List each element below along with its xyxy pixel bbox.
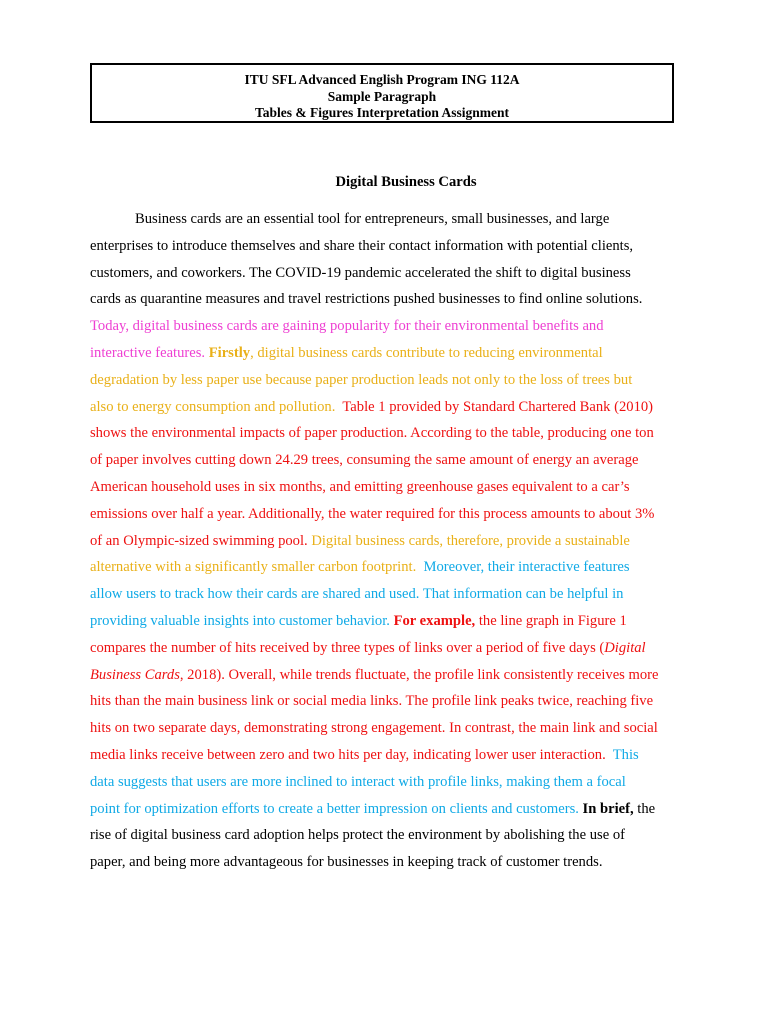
paragraph-line xyxy=(90,367,680,394)
paragraph-segment: cards as quarantine measures and travel restrictions pushed businesses to find online solutions. xyxy=(90,291,643,308)
paragraph-segment: Firstly xyxy=(208,344,251,361)
paragraph-segment: Moreover, their interactive features xyxy=(423,559,630,576)
document-title: Digital Business Cards xyxy=(335,174,477,190)
paragraph-segment: Table 1 provided by Standard Chartered Bank (2010) xyxy=(342,398,654,415)
paragraph-segment: media links receive between zero and two hits per day, indicating lower user interaction. xyxy=(90,746,613,763)
paragraph-line xyxy=(90,742,680,769)
paragraph-segment: degradation by less paper use because paper production leads not only to the loss of trees but xyxy=(90,371,633,388)
body-paragraph xyxy=(90,206,680,876)
paragraph-segment: For example, xyxy=(393,612,476,629)
paragraph-segment: of an Olympic-sized swimming pool. xyxy=(90,532,312,549)
paragraph-line xyxy=(90,796,680,823)
paragraph-line xyxy=(90,313,680,340)
paragraph-line xyxy=(90,528,680,555)
paragraph-segment: Digital xyxy=(604,639,646,656)
paragraph-segment: providing valuable insights into customer behavior. xyxy=(90,612,394,629)
header-sample-line: Sample Paragraph xyxy=(327,88,437,104)
paragraph-segment: shows the environmental impacts of paper production. According to the table, producing one ton xyxy=(90,425,654,442)
paragraph-segment: This xyxy=(612,746,639,763)
paragraph-segment: interactive features. xyxy=(90,344,209,361)
paragraph-line xyxy=(90,286,680,313)
paragraph-segment: the xyxy=(633,800,656,817)
paragraph-line xyxy=(90,688,680,715)
paragraph-segment: In brief, xyxy=(582,800,634,817)
paragraph-line xyxy=(90,233,680,260)
paragraph-segment: American household uses in six months, and emitting greenhouse gases equivalent to a car’s xyxy=(90,478,630,495)
paragraph-segment: of paper involves cutting down 24.29 trees, consuming the same amount of energy an average xyxy=(90,452,639,469)
paragraph-line xyxy=(90,769,680,796)
paragraph-segment: customers, and coworkers. The COVID-19 pandemic accelerated the shift to digital business xyxy=(90,264,631,281)
paragraph-segment: alternative with a significantly smaller carbon footprint. xyxy=(90,559,424,576)
paragraph-line xyxy=(90,340,680,367)
paragraph-line xyxy=(90,260,680,287)
paragraph-segment: enterprises to introduce themselves and share their contact information with potential clients, xyxy=(90,237,634,254)
paragraph-segment: also to energy consumption and pollution. xyxy=(90,398,343,415)
paragraph-segment: Today, digital business cards are gaining popularity for their environmental benefits and xyxy=(90,318,604,335)
paragraph-segment: the line graph in Figure 1 xyxy=(475,612,627,629)
paragraph-line xyxy=(90,501,680,528)
paragraph-line xyxy=(90,394,680,421)
paragraph-line xyxy=(90,474,680,501)
paragraph-segment: paper, and being more advantageous for businesses in keeping track of customer trends. xyxy=(90,854,603,871)
paragraph-segment: , 2018). Overall, while trends fluctuate, the profile link consistently receives more xyxy=(179,666,659,683)
paragraph-line xyxy=(90,447,680,474)
paragraph-segment: rise of digital business card adoption helps protect the environment by abolishing the use of xyxy=(90,827,625,844)
paragraph-segment: hits than the main business link or social media links. The profile link peaks twice, reaching five xyxy=(90,693,654,710)
paragraph-line xyxy=(90,849,680,876)
paragraph-segment: Business Cards xyxy=(90,666,180,683)
paragraph-line xyxy=(90,608,680,635)
paragraph-segment: emissions over half a year. Additionally, the water required for this process amounts to about 3% xyxy=(90,505,655,522)
paragraph-segment: data suggests that users are more inclined to interact with profile links, making them a focal xyxy=(90,773,626,790)
paragraph-segment: , digital business cards contribute to reducing environmental xyxy=(250,344,603,361)
paragraph-line xyxy=(90,662,680,689)
paragraph-line xyxy=(90,822,680,849)
paragraph-segment: allow users to track how their cards are shared and used. That information can be helpful in xyxy=(90,586,624,603)
paragraph-segment: hits on two separate days, demonstrating strong engagement. In contrast, the main link and social xyxy=(90,720,658,737)
paragraph-segment: Business cards are an essential tool for entrepreneurs, small businesses, and large xyxy=(135,211,610,227)
header-course-line: ITU SFL Advanced English Program ING 112A xyxy=(244,72,520,87)
paragraph-line xyxy=(90,581,680,608)
paragraph-line xyxy=(90,715,680,742)
paragraph-line xyxy=(90,420,680,447)
paragraph-segment: compares the number of hits received by three types of links over a period of five days ( xyxy=(90,639,605,656)
paragraph-segment: point for optimization efforts to create a better impression on clients and customers. xyxy=(90,800,583,817)
header-box xyxy=(90,63,674,123)
paragraph-line xyxy=(90,206,680,233)
paragraph-line xyxy=(90,554,680,581)
paragraph-segment: Digital business cards, therefore, provide a sustainable xyxy=(311,532,630,549)
header-assignment-line: Tables & Figures Interpretation Assignment xyxy=(254,105,509,120)
paragraph-line xyxy=(90,635,680,662)
